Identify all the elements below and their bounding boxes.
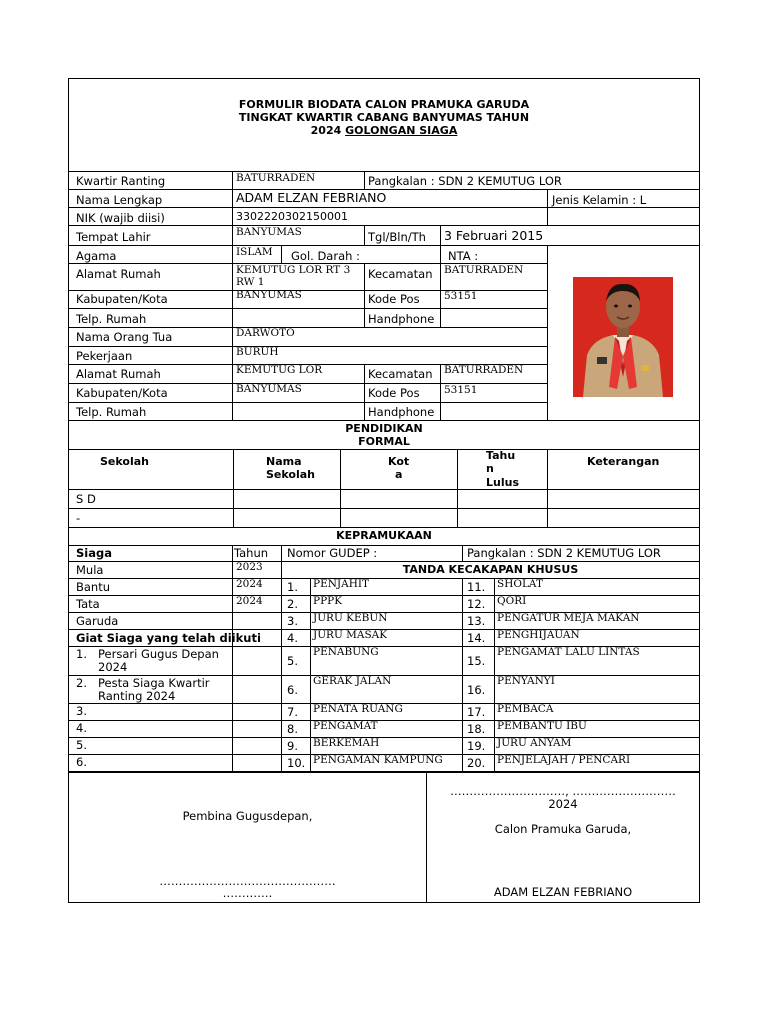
kecamatan-value: BATURRADEN: [444, 264, 524, 276]
alamat-label: Alamat Rumah: [76, 267, 161, 281]
tkk-left-number: 3.: [287, 614, 298, 628]
tkk-right-number: 14.: [467, 631, 486, 645]
nik-label: NIK (wajib diisi): [76, 211, 165, 225]
pekerjaan-value-cell: [232, 346, 548, 365]
handphone2-value-cell: [440, 402, 548, 421]
handphone-value-cell: [440, 308, 548, 328]
tempat-lahir-label: Tempat Lahir: [76, 230, 151, 244]
giat-cell: [68, 720, 233, 738]
pendidikan-title-2: FORMAL: [358, 435, 410, 448]
giat-number: 1.: [76, 647, 87, 661]
giat-year-cell: [232, 737, 282, 755]
giat-cell: [68, 754, 233, 772]
col-sekolah-header: Sekolah: [100, 455, 149, 468]
handphone2-label: Handphone: [368, 405, 435, 419]
tkk-left-name: PENGAMAT: [313, 720, 378, 732]
level-year-cell: [232, 612, 282, 630]
col-nama-header-1: Nama: [266, 455, 302, 468]
keterangan-row-cell: [547, 508, 700, 528]
alamat2-label: Alamat Rumah: [76, 367, 161, 381]
tkk-left-number: 5.: [287, 654, 298, 668]
giat-number: 3.: [76, 704, 87, 718]
level-year: 2024: [236, 578, 263, 590]
tahun-row-cell: [457, 508, 548, 528]
giat-year-cell: [232, 720, 282, 738]
pembina-signature-line-2: ………….: [222, 886, 273, 900]
pekerjaan-value: BURUH: [236, 346, 279, 358]
giat-number: 2.: [76, 676, 87, 690]
form-title-level: GOLONGAN SIAGA: [345, 124, 458, 137]
kepramukaan-title: KEPRAMUKAAN: [336, 529, 432, 542]
alamat-value-1: KEMUTUG LOR RT 3: [236, 264, 351, 276]
form-title-line1: FORMULIR BIODATA CALON PRAMUKA GARUDA: [238, 98, 530, 111]
signature-year: 2024: [548, 797, 578, 811]
level-year: 2024: [236, 595, 263, 607]
form-title-line2: TINGKAT KWARTIR CABANG BANYUMAS TAHUN: [238, 111, 530, 124]
tkk-left-number: 7.: [287, 705, 298, 719]
tkk-left-number: 8.: [287, 722, 298, 736]
agama-label: Agama: [76, 249, 117, 263]
giat-year-cell: [232, 754, 282, 772]
giat-title: Giat Siaga yang telah diikuti: [76, 631, 261, 645]
nta: NTA :: [448, 249, 479, 263]
tkk-left-name: PENATA RUANG: [313, 703, 403, 715]
pembina-signature-line: ……………………………………….: [159, 874, 336, 888]
kabupaten-label: Kabupaten/Kota: [76, 292, 168, 306]
tkk-right-name: SHOLAT: [497, 578, 543, 590]
col-tahun-header-1: Tahu: [486, 449, 516, 462]
ortu-value: DARWOTO: [236, 327, 295, 339]
giat-name-line1: Pesta Siaga Kwartir: [98, 676, 210, 690]
gol-darah: Gol. Darah :: [291, 249, 360, 263]
level-year: 2023: [236, 561, 263, 573]
signature-date-line: …………………………, ………………………: [450, 784, 676, 798]
giat-name-line2: 2024: [98, 660, 128, 674]
tkk-left-name: BERKEMAH: [313, 737, 380, 749]
gudep-label: Nomor GUDEP :: [287, 546, 378, 560]
tahun-row-cell: [457, 489, 548, 509]
giat-year-cell: [232, 675, 282, 704]
tkk-left-name: JURU KEBUN: [313, 612, 388, 624]
keterangan-row-cell: [547, 489, 700, 509]
col-kota-header-2: a: [395, 468, 403, 481]
tgl-value: 3 Februari 2015: [444, 228, 544, 243]
nik-blank-cell: [547, 207, 700, 226]
kecamatan2-label: Kecamatan: [368, 367, 433, 381]
tkk-right-number: 19.: [467, 739, 486, 753]
tkk-right-name: PENGATUR MEJA MAKAN: [497, 612, 640, 624]
kode-pos-label: Kode Pos: [368, 292, 420, 306]
tkk-right-number: 16.: [467, 683, 486, 697]
jenis-kelamin: Jenis Kelamin : L: [552, 193, 647, 207]
tkk-title: TANDA KECAKAPAN KHUSUS: [402, 563, 579, 576]
tkk-left-name: PPPK: [313, 595, 343, 607]
telp2-label: Telp. Rumah: [76, 405, 147, 419]
level-label: Tata: [76, 597, 100, 611]
nama-label: Nama Lengkap: [76, 193, 163, 207]
nama-row-cell: [233, 508, 341, 528]
tkk-right-number: 12.: [467, 597, 486, 611]
tkk-right-name: QORI: [497, 595, 527, 607]
kode-pos-value: 53151: [444, 290, 478, 302]
ortu-label: Nama Orang Tua: [76, 330, 173, 344]
giat-year-cell: [232, 646, 282, 676]
nik-value: 3302220302150001: [236, 210, 348, 223]
alamat-value-2: RW 1: [236, 276, 265, 288]
tkk-right-number: 20.: [467, 756, 486, 770]
kota-row-cell: [340, 489, 458, 509]
kwartir-ranting-label: Kwartir Ranting: [76, 174, 166, 188]
tkk-right-number: 15.: [467, 654, 486, 668]
kecamatan2-value: BATURRADEN: [444, 364, 524, 376]
level-label: Garuda: [76, 614, 119, 628]
student-photo-illustration: [573, 277, 673, 397]
col-tahun-header-3: Lulus: [486, 476, 519, 489]
tkk-left-number: 6.: [287, 683, 298, 697]
tkk-left-name: PENABUNG: [313, 646, 379, 658]
tkk-left-name: JURU MASAK: [313, 629, 388, 641]
tkk-left-name: PENJAHIT: [313, 578, 370, 590]
tkk-right-number: 11.: [467, 580, 486, 594]
col-tahun-header-2: n: [486, 462, 494, 475]
tkk-right-number: 13.: [467, 614, 486, 628]
giat-number: 5.: [76, 738, 87, 752]
col-sekolah-cell: [68, 449, 234, 490]
tkk-left-name: GERAK JALAN: [313, 675, 392, 687]
siaga-header: Siaga: [76, 546, 112, 560]
tkk-left-number: 9.: [287, 739, 298, 753]
kota-row-cell: [340, 508, 458, 528]
telp-label: Telp. Rumah: [76, 312, 147, 326]
tkk-right-name: JURU ANYAM: [497, 737, 572, 749]
tkk-left-number: 10.: [287, 756, 306, 770]
telp-value-cell: [232, 308, 365, 328]
col-kota-header-1: Kot: [388, 455, 410, 468]
kabupaten-value: BANYUMAS: [236, 289, 302, 301]
pendidikan-title-1: PENDIDIKAN: [345, 422, 423, 435]
handphone-label: Handphone: [368, 312, 435, 326]
kwartir-ranting-value: BATURRADEN: [236, 172, 316, 184]
giat-name-line2: Ranting 2024: [98, 689, 176, 703]
giat-cell: [68, 737, 233, 755]
tkk-left-number: 1.: [287, 580, 298, 594]
tkk-right-name: PEMBACA: [497, 703, 554, 715]
giat-year-cell: [232, 703, 282, 721]
tkk-right-number: 18.: [467, 722, 486, 736]
calon-label: Calon Pramuka Garuda,: [494, 822, 632, 836]
student-photo: [573, 277, 673, 397]
tkk-left-number: 2.: [287, 597, 298, 611]
form-title-year: 2024: [310, 124, 342, 137]
pembina-label: Pembina Gugusdepan,: [182, 809, 313, 823]
tempat-lahir-value: BANYUMAS: [236, 226, 302, 238]
tgl-label: Tgl/Bln/Th: [368, 230, 426, 244]
sekolah-row-label: -: [76, 511, 81, 525]
tkk-right-number: 17.: [467, 705, 486, 719]
tkk-left-number: 4.: [287, 631, 298, 645]
tkk-right-name: PENYANYI: [497, 675, 555, 687]
pangkalan-text: Pangkalan : SDN 2 KEMUTUG LOR: [368, 174, 562, 188]
giat-name-line1: Persari Gugus Depan: [98, 647, 219, 661]
sekolah-row-cell: [68, 508, 234, 528]
level-label: Bantu: [76, 580, 111, 594]
form-title-line3: [68, 124, 700, 137]
tahun-header: Tahun: [234, 546, 269, 560]
agama-value: ISLAM: [236, 246, 273, 258]
giat-number: 6.: [76, 755, 87, 769]
kabupaten2-label: Kabupaten/Kota: [76, 386, 168, 400]
nama-row-cell: [233, 489, 341, 509]
col-keterangan-header: Keterangan: [587, 455, 660, 468]
calon-name: ADAM ELZAN FEBRIANO: [493, 885, 633, 899]
tkk-right-name: PENGAMAT LALU LINTAS: [497, 646, 640, 658]
kode-pos2-value: 53151: [444, 384, 478, 396]
tkk-right-name: PENGHIJAUAN: [497, 629, 580, 641]
pangkalan-kepramukaan: Pangkalan : SDN 2 KEMUTUG LOR: [467, 546, 661, 560]
kecamatan-label: Kecamatan: [368, 267, 433, 281]
tkk-right-name: PEMBANTU IBU: [497, 720, 587, 732]
alamat2-value: KEMUTUG LOR: [236, 364, 323, 376]
giat-cell: [68, 703, 233, 721]
pekerjaan-label: Pekerjaan: [76, 349, 133, 363]
kabupaten2-value: BANYUMAS: [236, 383, 302, 395]
tkk-right-name: PENJELAJAH / PENCARI: [497, 754, 631, 766]
tkk-left-name: PENGAMAN KAMPUNG: [313, 754, 443, 766]
nama-value: ADAM ELZAN FEBRIANO: [236, 190, 387, 205]
telp2-value-cell: [232, 402, 365, 421]
col-nama-header-2: Sekolah: [266, 468, 315, 481]
giat-number: 4.: [76, 721, 87, 735]
kode-pos2-label: Kode Pos: [368, 386, 420, 400]
level-label: Mula: [76, 563, 104, 577]
sekolah-row-label: S D: [76, 492, 96, 506]
